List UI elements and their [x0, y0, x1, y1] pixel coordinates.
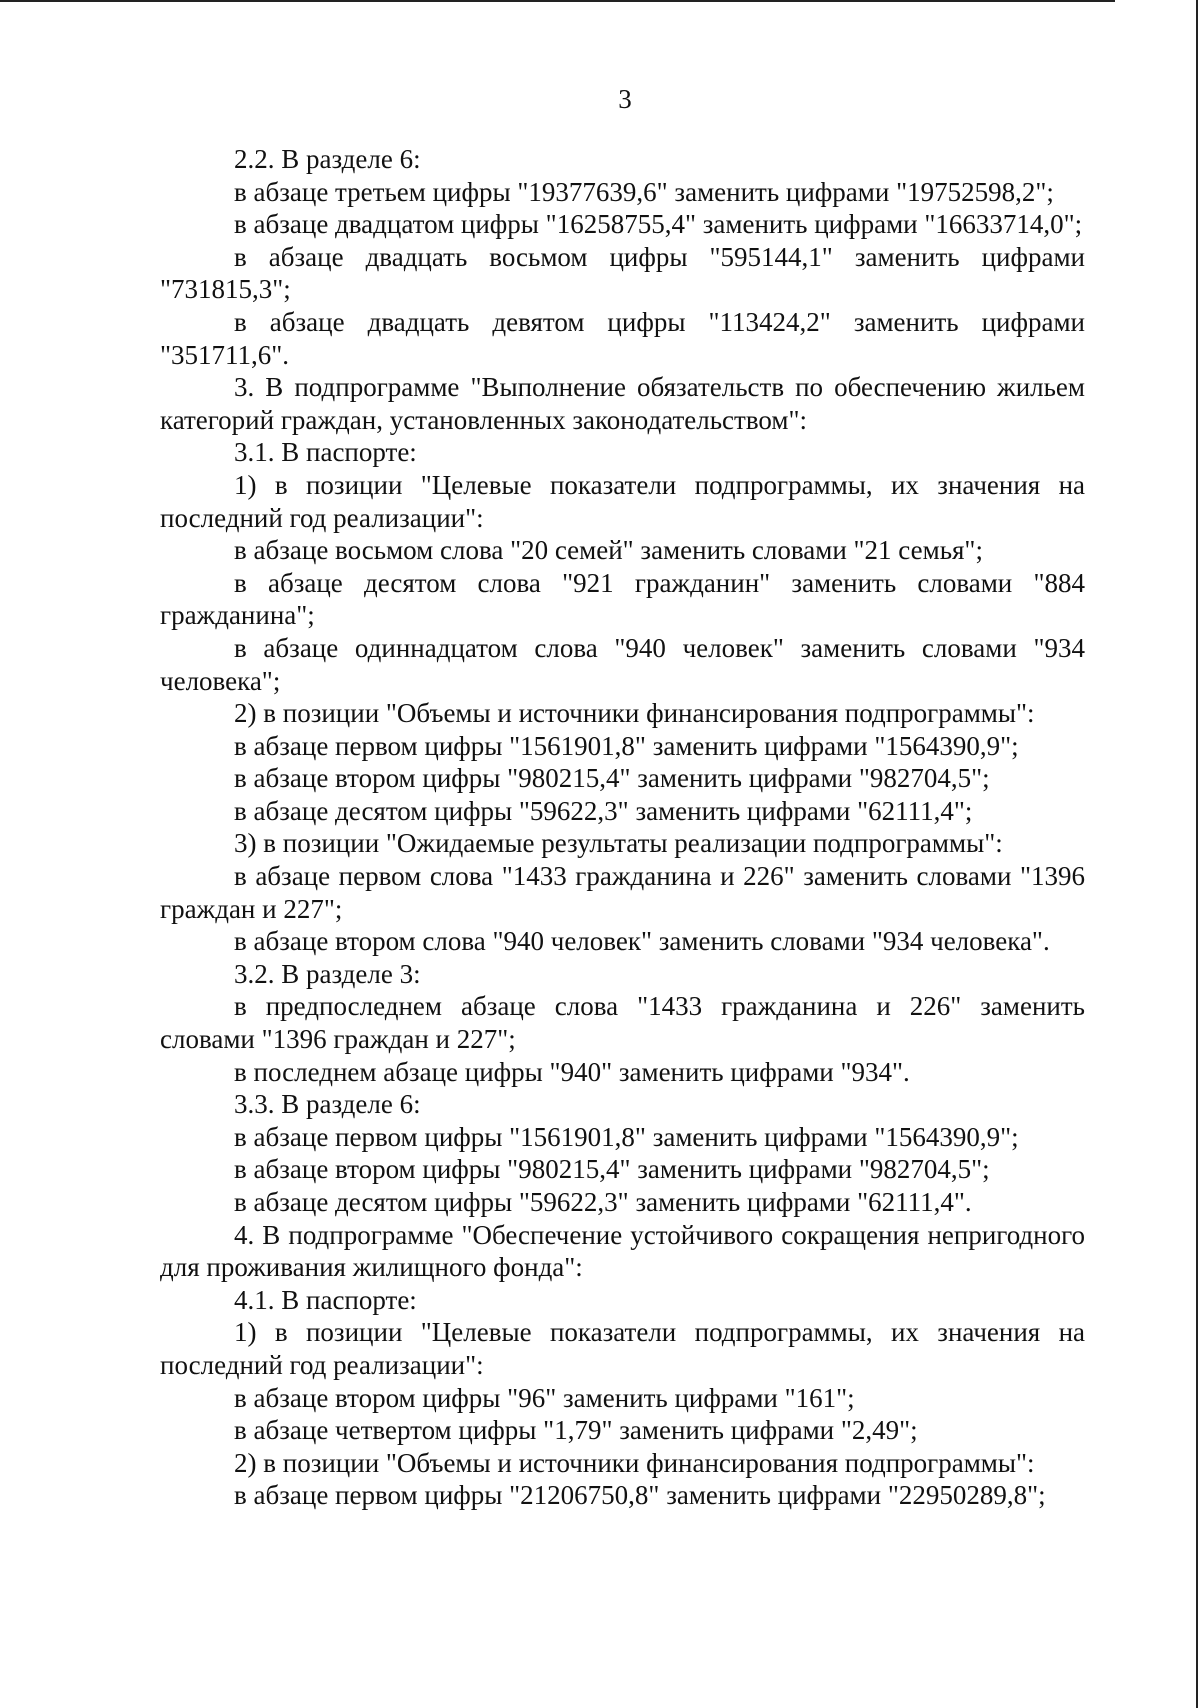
- paragraph: 1) в позиции "Целевые показатели подпрограммы, их значения на последний год реализации":: [160, 1317, 1085, 1380]
- paragraph: в абзаце двадцатом цифры "16258755,4" заменить цифрами "16633714,0";: [234, 209, 1083, 240]
- paragraph-section-3: 3. В подпрограмме "Выполнение обязательств по обеспечению жильем категорий граждан, установленных законодательством":: [160, 372, 1085, 435]
- paragraph: в абзаце первом слова "1433 гражданина и 226" заменить словами "1396 граждан и 227";: [160, 861, 1085, 924]
- paragraph: в абзаце двадцать девятом цифры "113424,2" заменить цифрами "351711,6".: [160, 306, 1085, 370]
- paragraph: в абзаце восьмом слова "20 семей" заменить словами "21 семья";: [234, 535, 983, 566]
- document-body: [160, 143, 1085, 1512]
- paragraph: 2) в позиции "Объемы и источники финансирования подпрограммы":: [234, 698, 1035, 729]
- paragraph: 3) в позиции "Ожидаемые результаты реализации подпрограммы":: [234, 828, 1003, 859]
- paragraph-section-3-1: 3.1. В паспорте:: [234, 437, 417, 468]
- paragraph: в последнем абзаце цифры "940" заменить цифрами "934".: [234, 1056, 910, 1087]
- scan-right-edge-line: [1196, 0, 1198, 1708]
- paragraph-section-3-2: 3.2. В разделе 3:: [234, 958, 421, 989]
- paragraph-section-4: 4. В подпрограмме "Обеспечение устойчивого сокращения непригодного для проживания жилищного фонда":: [160, 1219, 1085, 1283]
- paragraph: в абзаце десятом цифры "59622,3" заменить цифрами "62111,4";: [234, 795, 973, 826]
- paragraph: в предпоследнем абзаце слова "1433 гражданина и 226" заменить словами "1396 граждан и 227";: [160, 991, 1085, 1055]
- paragraph: в абзаце первом цифры "1561901,8" заменить цифрами "1564390,9";: [234, 1121, 1019, 1152]
- paragraph: в абзаце первом цифры "1561901,8" заменить цифрами "1564390,9";: [234, 730, 1019, 761]
- paragraph: 1) в позиции "Целевые показатели подпрограммы, их значения на последний год реализации":: [160, 469, 1085, 533]
- paragraph: в абзаце десятом слова "921 гражданин" заменить словами "884 гражданина";: [160, 567, 1085, 631]
- paragraph: в абзаце одиннадцатом слова "940 человек" заменить словами "934 человека";: [160, 632, 1085, 696]
- paragraph: в абзаце втором слова "940 человек" заменить словами "934 человека".: [234, 926, 1050, 957]
- paragraph-section-2-2: 2.2. В разделе 6:: [234, 144, 421, 174]
- paragraph: в абзаце третьем цифры "19377639,6" заменить цифрами "19752598,2";: [234, 176, 1054, 207]
- paragraph: в абзаце первом цифры "21206750,8" заменить цифрами "22950289,8";: [234, 1480, 1046, 1511]
- scan-top-edge-line: [0, 0, 1115, 2]
- paragraph-section-4-1: 4.1. В паспорте:: [234, 1284, 417, 1315]
- paragraph: в абзаце втором цифры "96" заменить цифрами "161";: [234, 1382, 855, 1413]
- paragraph: в абзаце четвертом цифры "1,79" заменить цифрами "2,49";: [234, 1415, 918, 1446]
- paragraph: в абзаце двадцать восьмом цифры "595144,1" заменить цифрами "731815,3";: [160, 241, 1085, 305]
- paragraph: в абзаце втором цифры "980215,4" заменить цифрами "982704,5";: [234, 763, 990, 794]
- paragraph: в абзаце втором цифры "980215,4" заменить цифрами "982704,5";: [234, 1154, 990, 1185]
- paragraph: в абзаце десятом цифры "59622,3" заменить цифрами "62111,4".: [234, 1187, 972, 1217]
- paragraph-section-3-3: 3.3. В разделе 6:: [234, 1089, 421, 1120]
- paragraph: 2) в позиции "Объемы и источники финансирования подпрограммы":: [234, 1447, 1035, 1478]
- page-number: 3: [618, 84, 632, 114]
